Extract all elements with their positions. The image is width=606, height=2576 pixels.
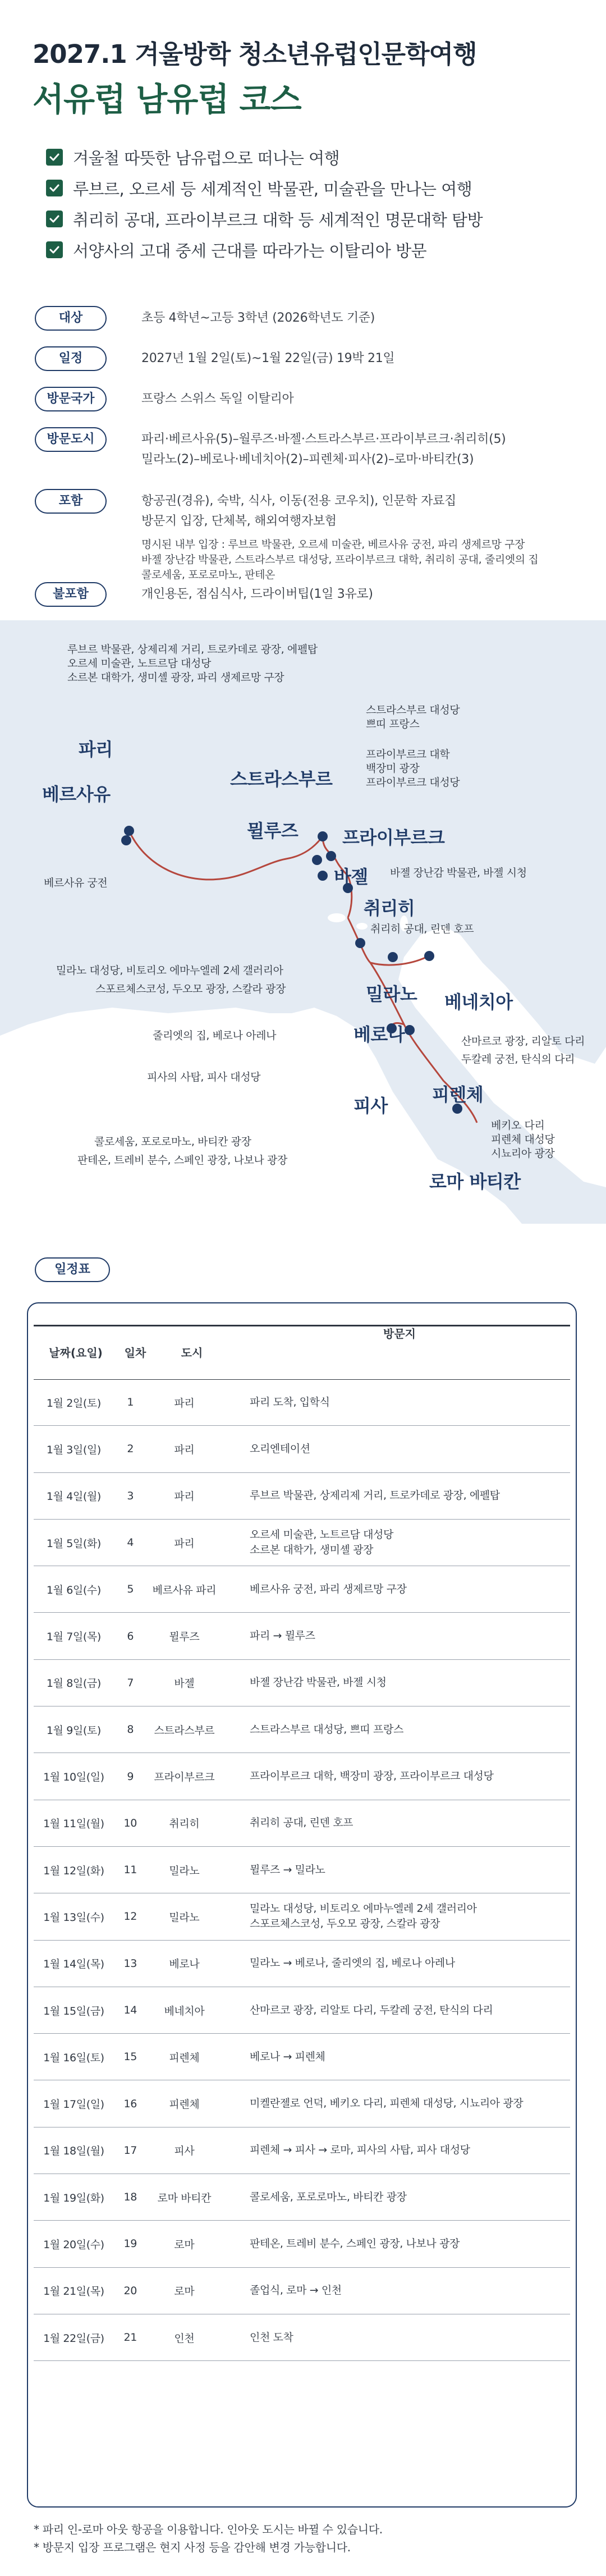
cell-city: 프라이부르크 [154, 1771, 215, 1784]
cell-day: 19 [123, 2238, 137, 2250]
marker-florence [405, 1025, 415, 1035]
cell-day: 8 [127, 1723, 134, 1736]
cell-sites-line: 밀라노 대성당, 비토리오 에마누엘레 2세 갤러리아 [249, 1902, 477, 1915]
cell-city: 베르사유 파리 [152, 1584, 217, 1596]
check-icon [46, 180, 63, 196]
cell-sites [222, 2283, 570, 2298]
cell-day: 11 [123, 1864, 137, 1877]
paris-desc: 소르본 대학가, 생미셸 광장, 파리 생제르망 구장 [67, 671, 284, 684]
table-row [34, 1893, 570, 1940]
cell-city: 파리 [174, 1397, 195, 1410]
cell-day: 6 [127, 1630, 134, 1642]
cell-sites-line: 오르세 미술관, 노트르담 대성당 [249, 1529, 393, 1541]
marker-basel [318, 871, 328, 881]
cell-date: 1월 5일(화) [46, 1537, 101, 1550]
florence-desc: 베키오 다리 [491, 1119, 545, 1132]
cell-date: 1월 6일(수) [46, 1584, 101, 1596]
lake [356, 923, 368, 930]
cell-date: 1월 14일(목) [43, 1958, 104, 1971]
cell-city: 밀라노 [169, 1864, 200, 1877]
cell-sites [222, 2236, 570, 2252]
cell-sites-line: 베르사유 궁전, 파리 생제르망 구장 [249, 1582, 407, 1595]
cell-sites-line: 콜로세움, 포로로마노, 바티칸 광장 [249, 2190, 407, 2203]
cell-sites [222, 1722, 570, 1737]
cell-day: 15 [123, 2051, 137, 2063]
check-icon [46, 211, 63, 227]
check-icon [46, 149, 63, 166]
cell-date: 1월 20일(수) [43, 2238, 104, 2251]
city-paris: 파리 [79, 739, 113, 760]
city-venice: 베네치아 [444, 991, 513, 1013]
table-row [34, 1660, 570, 1706]
col-sites: 방문지 [383, 1327, 416, 1340]
cell-sites [222, 1628, 570, 1644]
strasbourg-desc: 쁘띠 프랑스 [366, 718, 420, 730]
cell-sites [222, 1815, 570, 1831]
marker-mulhouse [312, 855, 322, 865]
highlight-text: 루브르, 오르세 등 세계적인 박물관, 미술관을 만나는 여행 [73, 179, 472, 199]
cell-city: 베로나 [169, 1958, 200, 1971]
cell-sites [222, 1769, 570, 1784]
highlight-item [46, 209, 483, 228]
cell-date: 1월 18일(월) [43, 2145, 104, 2158]
info-value: 항공권(경유), 숙박, 식사, 이동(전용 코우치), 인문학 자료집 [141, 494, 457, 508]
cell-sites-line: 오리엔테이션 [249, 1442, 310, 1455]
col-day: 일차 [124, 1346, 146, 1360]
info-value: 바젤 장난감 박물관, 스트라스부르 대성당, 프라이부르크 대학, 취리히 공대, 줄리엣의 집 [141, 553, 539, 566]
table-row [34, 1847, 570, 1893]
cell-sites [222, 1675, 570, 1690]
cell-city: 피렌체 [169, 2098, 200, 2111]
strasbourg-desc: 스트라스부르 대성당 [366, 704, 460, 716]
zurich-desc: 취리히 공대, 린덴 호프 [370, 923, 474, 935]
milan-desc: 스포르체스코성, 두오모 광장, 스칼라 광장 [95, 983, 286, 995]
table-row [34, 1520, 570, 1566]
cell-sites [222, 2003, 570, 2018]
col-city: 도시 [181, 1346, 203, 1360]
cell-date: 1월 11일(월) [43, 1818, 104, 1831]
table-row [34, 1613, 570, 1659]
cell-date: 1월 7일(목) [46, 1631, 101, 1644]
cell-day: 16 [123, 2097, 137, 2110]
info-value: 프랑스 스위스 독일 이탈리아 [141, 392, 294, 406]
cell-day: 4 [127, 1536, 134, 1549]
cell-sites [222, 1582, 570, 1597]
paris-desc: 오르세 미술관, 노트르담 대성당 [67, 657, 211, 670]
info-label: 일정 [35, 346, 107, 371]
cell-day: 1 [127, 1396, 134, 1409]
table-row [34, 2221, 570, 2267]
table-row [34, 1941, 570, 1987]
cell-city: 로마 바티칸 [157, 2191, 212, 2204]
cell-day: 21 [123, 2331, 137, 2344]
cell-city: 피렌체 [169, 2051, 200, 2064]
cell-sites-line: 뮐루즈 → 밀라노 [249, 1863, 325, 1876]
cell-day: 14 [123, 2004, 137, 2016]
info-value: 초등 4학년~고등 3학년 (2026학년도 기준) [141, 311, 375, 325]
cell-sites [222, 2330, 570, 2345]
cell-sites [222, 2049, 570, 2065]
table-row [34, 2080, 570, 2127]
cell-sites [222, 1527, 570, 1558]
cell-city: 스트라스부르 [154, 1724, 215, 1737]
cell-date: 1월 16일(토) [43, 2051, 104, 2064]
info-label: 불포함 [35, 582, 107, 607]
cell-day: 9 [127, 1770, 134, 1783]
route-map [0, 620, 606, 1224]
cell-sites-line: 프라이부르크 대학, 백장미 광장, 프라이부르크 대성당 [249, 1770, 494, 1783]
cell-sites-line: 피렌체 → 피사 → 로마, 피사의 사탑, 피사 대성당 [249, 2144, 470, 2157]
cell-sites-line: 루브르 박물관, 상제리제 거리, 트로카데로 광장, 에펠탑 [249, 1489, 500, 1502]
city-verona: 베로나 [354, 1024, 405, 1045]
check-icon [46, 241, 63, 258]
info-value: 콜로세움, 포로로마노, 판테온 [141, 569, 276, 581]
cell-day: 3 [127, 1489, 134, 1502]
table-row [34, 1426, 570, 1472]
table-row [34, 1379, 570, 1426]
cell-sites-line: 판테온, 트레비 분수, 스페인 광장, 나보나 광장 [249, 2237, 460, 2250]
schedule-table-header [34, 1325, 570, 1380]
florence-desc: 시뇨리아 광장 [491, 1147, 555, 1160]
table-row [34, 1987, 570, 2034]
footnote: * 방문지 입장 프로그램은 현지 사정 등을 감안해 변경 가능합니다. [34, 2541, 351, 2554]
cell-sites [222, 1956, 570, 1971]
cell-sites-line: 산마르코 광장, 리알토 다리, 두칼레 궁전, 탄식의 다리 [249, 2003, 493, 2016]
table-row [34, 1566, 570, 1613]
cell-sites-line: 파리 도착, 입학식 [249, 1395, 330, 1408]
cell-sites [222, 2143, 570, 2158]
cell-sites-line: 스트라스부르 대성당, 쁘띠 프랑스 [249, 1723, 403, 1736]
cell-day: 20 [123, 2284, 137, 2297]
city-strasbourg: 스트라스부르 [230, 768, 333, 790]
cell-day: 10 [123, 1817, 137, 1829]
page-title: 2027.1 겨울방학 청소년유럽인문학여행 [33, 39, 477, 69]
lake [328, 913, 346, 922]
venice-desc: 두칼레 궁전, 탄식의 다리 [461, 1053, 575, 1065]
city-milan: 밀라노 [366, 983, 417, 1005]
marker-venice [424, 951, 434, 961]
highlight-text: 겨울철 따뜻한 남유럽으로 떠나는 여행 [73, 148, 340, 168]
cell-city: 로마 [174, 2285, 195, 2298]
table-row [34, 1473, 570, 1520]
versailles-desc: 베르사유 궁전 [44, 877, 108, 889]
cell-sites [222, 1863, 570, 1878]
table-row [34, 1753, 570, 1800]
cell-city: 파리 [174, 1490, 195, 1503]
highlight-item [46, 240, 483, 259]
cell-city: 인천 [174, 2332, 195, 2345]
milan-desc: 밀라노 대성당, 비토리오 에마누엘레 2세 갤러리아 [56, 964, 283, 977]
cell-date: 1월 21일(목) [43, 2285, 104, 2298]
cell-day: 2 [127, 1443, 134, 1456]
cell-sites [222, 1488, 570, 1503]
cell-city: 뮐루즈 [169, 1631, 200, 1644]
venice-desc: 산마르코 광장, 리알토 다리 [461, 1035, 585, 1047]
freiburg-desc: 프라이부르크 대성당 [366, 776, 460, 789]
cell-sites-line: 취리히 공대, 린덴 호프 [249, 1817, 354, 1829]
cell-date: 1월 2일(토) [46, 1397, 101, 1410]
table-row [34, 2174, 570, 2221]
cell-day: 17 [123, 2144, 137, 2157]
marker-milan [355, 938, 365, 948]
cell-sites [222, 1901, 570, 1932]
schedule-table-body [34, 1379, 570, 2361]
footnote: * 파리 인-로마 아웃 항공을 이용합니다. 인아웃 도시는 바뀔 수 있습니다. [34, 2523, 383, 2536]
cell-city: 베네치아 [164, 2005, 205, 2017]
table-row [34, 2314, 570, 2361]
info-value: 명시된 내부 입장 : 루브르 박물관, 오르세 미술관, 베르사유 궁전, 파리 생제르망 구장 [141, 538, 525, 551]
info-value: 방문지 입장, 단체복, 해외여행자보험 [141, 514, 337, 528]
cell-day: 13 [123, 1957, 137, 1970]
table-row [34, 1706, 570, 1753]
freiburg-desc: 프라이부르크 대학 [366, 748, 450, 761]
highlight-item [46, 148, 483, 167]
info-label: 포함 [35, 489, 107, 514]
cell-sites [222, 2096, 570, 2111]
col-date: 날짜(요일) [49, 1346, 103, 1360]
city-freiburg: 프라이부르크 [342, 827, 445, 848]
city-basel: 바젤 [334, 866, 368, 887]
city-rome: 로마 바티칸 [429, 1171, 521, 1192]
cell-sites [222, 1442, 570, 1457]
cell-sites-line: 파리 → 뮐루즈 [249, 1630, 315, 1642]
city-mulhouse: 뮐루즈 [247, 820, 299, 841]
marker-strasbourg [318, 831, 328, 841]
cell-sites-line: 미켈란젤로 언덕, 베키오 다리, 피렌체 대성당, 시뇨리아 광장 [249, 2097, 524, 2110]
cell-day: 12 [123, 1910, 137, 1923]
cell-date: 1월 4일(월) [46, 1490, 101, 1503]
cell-date: 1월 12일(화) [43, 1864, 104, 1877]
info-label: 방문도시 [35, 427, 107, 452]
cell-date: 1월 22일(금) [43, 2332, 104, 2345]
cell-date: 1월 10일(일) [43, 1771, 104, 1784]
highlight-item [46, 179, 483, 198]
cell-sites-line: 졸업식, 로마 → 인천 [249, 2284, 342, 2297]
cell-date: 1월 13일(수) [43, 1911, 104, 1924]
paris-desc: 루브르 박물관, 상제리제 거리, 트로카데로 광장, 에펠탑 [67, 643, 318, 656]
table-row [34, 1800, 570, 1847]
cell-day: 5 [127, 1583, 134, 1596]
schedule-label: 일정표 [35, 1257, 110, 1282]
cell-sites-line: 스포르체스코성, 두오모 광장, 스칼라 광장 [249, 1918, 440, 1930]
cell-sites [222, 1395, 570, 1410]
cell-day: 7 [127, 1676, 134, 1689]
marker-versailles [121, 835, 131, 845]
cell-city: 파리 [174, 1537, 195, 1550]
cell-city: 로마 [174, 2238, 195, 2251]
info-value: 개인용돈, 점심식사, 드라이버팁(1일 3유로) [141, 587, 373, 601]
marker-verona [388, 952, 398, 962]
marker-paris [124, 826, 134, 836]
cell-date: 1월 19일(화) [43, 2191, 104, 2204]
marker-freiburg [326, 851, 336, 861]
cell-date: 1월 17일(일) [43, 2098, 104, 2111]
cell-sites [222, 2190, 570, 2205]
cell-date: 1월 15일(금) [43, 2005, 104, 2017]
cell-city: 바젤 [174, 1677, 195, 1690]
table-row [34, 2127, 570, 2174]
cell-sites-line: 바젤 장난감 박물관, 바젤 시청 [249, 1676, 387, 1689]
cell-sites-line: 밀라노 → 베로나, 줄리엣의 집, 베로나 아레나 [249, 1957, 455, 1970]
info-value: 밀라노(2)–베로나·베네치아(2)–피렌체·피사(2)–로마·바티칸(3) [141, 452, 474, 466]
city-versailles: 베르사유 [42, 784, 111, 805]
rome-desc: 판테온, 트레비 분수, 스페인 광장, 나보나 광장 [77, 1154, 287, 1166]
verona-desc: 줄리엣의 집, 베로나 아레나 [153, 1030, 277, 1042]
freiburg-desc: 백장미 광장 [366, 762, 420, 775]
cell-city: 밀라노 [169, 1911, 200, 1924]
info-label: 대상 [35, 306, 107, 331]
cell-date: 1월 8일(금) [46, 1677, 101, 1690]
cell-date: 1월 3일(일) [46, 1443, 101, 1456]
cell-day: 18 [123, 2191, 137, 2204]
highlight-text: 취리히 공대, 프라이부르크 대학 등 세계적인 명문대학 탐방 [73, 210, 483, 230]
city-pisa: 피사 [354, 1095, 388, 1117]
cell-sites-line: 베로나 → 피렌체 [249, 2050, 325, 2063]
page-subtitle: 서유럽 남유럽 코스 [33, 80, 301, 118]
florence-desc: 피렌체 대성당 [491, 1133, 555, 1146]
highlight-text: 서양사의 고대 중세 근대를 따라가는 이탈리아 방문 [73, 241, 427, 260]
pisa-desc: 피사의 사탑, 피사 대성당 [147, 1071, 261, 1083]
highlight-list [46, 148, 483, 271]
table-row [34, 2034, 570, 2080]
info-value: 2027년 1월 2일(토)~1월 22일(금) 19박 21일 [141, 351, 395, 365]
cell-city: 피사 [174, 2145, 195, 2158]
city-zurich: 취리히 [364, 898, 415, 919]
city-florence: 피렌체 [432, 1084, 484, 1105]
info-label: 방문국가 [35, 387, 107, 411]
cell-city: 파리 [174, 1443, 195, 1456]
rome-desc: 콜로세움, 포로로마노, 바티칸 광장 [94, 1136, 251, 1148]
info-value: 파리·베르사유(5)–월루즈·바젤·스트라스부르·프라이부르크·취리히(5) [141, 432, 506, 446]
cell-date: 1월 9일(토) [46, 1724, 101, 1737]
cell-sites-line: 소르본 대학가, 생미셸 광장 [249, 1544, 374, 1557]
cell-city: 취리히 [169, 1818, 200, 1831]
basel-desc: 바젤 장난감 박물관, 바젤 시청 [390, 867, 527, 879]
table-row [34, 2268, 570, 2314]
cell-sites-line: 인천 도착 [249, 2331, 293, 2344]
